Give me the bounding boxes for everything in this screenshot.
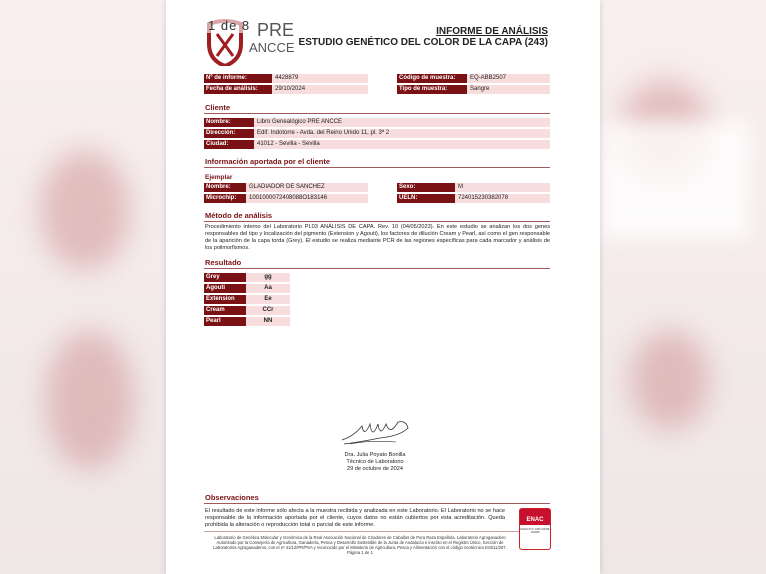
client-value: Edif. Indotorre - Avda. del Reino Unido 11, pl. 3ª 2 (254, 129, 550, 138)
section-divider (204, 113, 550, 114)
meta-value: Sangre (467, 85, 550, 94)
client-row (204, 118, 550, 127)
section-divider (204, 268, 550, 269)
meta-value: 29/10/2024 (272, 85, 368, 94)
meta-value: 4428879 (272, 74, 368, 83)
meta-label: Nº de informe: (204, 74, 272, 83)
client-row (204, 140, 550, 149)
result-genotype: Ee (246, 295, 290, 304)
result-row (204, 284, 290, 293)
result-marker: Agouti (204, 284, 246, 293)
horse-row (397, 194, 550, 203)
client-label: Nombre: (204, 118, 254, 127)
section-divider (204, 221, 550, 222)
result-genotype: CCr (246, 306, 290, 315)
result-marker: Cream (204, 306, 246, 315)
meta-row (204, 74, 368, 83)
horse-value: M (455, 183, 550, 192)
client-value: 41012 - Sevilla - Sevilla (254, 140, 550, 149)
section-divider (204, 503, 550, 504)
result-marker: Extension (204, 295, 246, 304)
result-row (204, 273, 290, 282)
result-marker: Grey (204, 273, 246, 282)
enac-badge (519, 508, 551, 550)
meta-row (397, 74, 550, 83)
logo-ancce-text: ANCCE (249, 40, 295, 55)
section-divider (204, 167, 550, 168)
footer-page: Página 1 de 1 (347, 550, 373, 555)
meta-label: Fecha de análisis: (204, 85, 272, 94)
meta-row (204, 85, 368, 94)
meta-label: Tipo de muestra: (397, 85, 467, 94)
report-title: INFORME DE ANÁLISIS (436, 26, 548, 37)
section-title-observaciones: Observaciones (205, 493, 259, 502)
signature (340, 414, 412, 448)
result-row (204, 306, 290, 315)
horse-row (397, 183, 550, 192)
section-title-info: Información aportada por el cliente (205, 157, 331, 166)
blurred-shape (630, 330, 710, 430)
blurred-shape (40, 150, 130, 270)
client-value: Libro Genealógico PRE ANCCE (254, 118, 550, 127)
result-row (204, 317, 290, 326)
section-title-metodo: Método de análisis (205, 211, 273, 220)
meta-value: EQ-ABB2507 (467, 74, 550, 83)
horse-row (204, 183, 368, 192)
enac-sub: ENSAYO Nº 1065 IGF/RE 12/2068 (520, 528, 550, 534)
horse-value: 1001000072408088O183146 (246, 194, 368, 203)
footer-divider (204, 531, 550, 532)
blurred-shape (600, 120, 750, 240)
signature-date: 29 de octubre de 2024 (347, 466, 403, 472)
observations-text: El resultado de este informe sólo afecta a la muestra recibida y analizada en este Laboratorio. El Laboratorio no se hace responsable de la información aportada por el cliente, cuyos datos no están cubiertos por esta acreditación. Queda prohibida la alteración o reproducción total o parcial de este informe. (205, 508, 505, 528)
background-left (0, 0, 166, 574)
horse-label: Sexo: (397, 183, 455, 192)
footer (210, 535, 510, 555)
result-row (204, 295, 290, 304)
enac-label: ENAC (520, 509, 550, 525)
logo-pre-text: PRE (257, 20, 295, 40)
page-counter: 1 de 8 (208, 18, 251, 33)
horse-value: 724015230382078 (455, 194, 550, 203)
horse-value: GLADIADOR DE SANCHEZ (246, 183, 368, 192)
report-subtitle: ESTUDIO GENÉTICO DEL COLOR DE LA CAPA (243) (298, 37, 548, 48)
blurred-shape (45, 330, 135, 470)
meta-label: Código de muestra: (397, 74, 467, 83)
client-label: Ciudad: (204, 140, 254, 149)
meta-row (397, 85, 550, 94)
footer-text: Laboratorio de Genética Molecular y Genómica de la Real Asociación Nacional de Criadores de Caballos de Pura Raza Española. Laboratorio Agroganadero Autorizado por la Consejería de Agricultura, Ganadería, Pesca y Desarrollo Sostenible de la Junta de Andalucía e inscrito en el Registro Único, Sección de Laboratorios Agroganaderos, con el nº 41/12/PR/PSA y reconocido por el Ministerio de Agricultura, Pesca y Alimentación con el código zootécnico ES011/207. (213, 535, 507, 550)
result-genotype: Aa (246, 284, 290, 293)
section-title-resultado: Resultado (205, 258, 242, 267)
method-text: Procedimiento interno del Laboratorio PL03 ANÁLISIS DE CAPA. Rev. 10 (04/05/2023). En este estudio se analizan los dos genes responsables del tipo y localización del pigmento (Extension y Agouti), los factores de dilución Cream y Pearl, así como el gen responsable de la aparición de la capa torda (Grey). El estudio se realiza mediante PCR de las regiones específicas para cada marcador y análisis de los polimorfismos. (205, 224, 550, 251)
horse-label: Nombre: (204, 183, 246, 192)
result-genotype: NN (246, 317, 290, 326)
section-title-cliente: Cliente (205, 103, 231, 112)
signatory-name: Dra. Julia Poyato Bonilla (344, 452, 406, 458)
ejemplar-title: Ejemplar (205, 174, 233, 181)
result-genotype: gg (246, 273, 290, 282)
signatory-role: Técnico de Laboratorio (346, 459, 404, 465)
horse-label: UELN: (397, 194, 455, 203)
horse-row (204, 194, 368, 203)
result-marker: Pearl (204, 317, 246, 326)
horse-label: Microchip: (204, 194, 246, 203)
client-row (204, 129, 550, 138)
client-label: Dirección: (204, 129, 254, 138)
background-right (600, 0, 766, 574)
signatory-block (300, 452, 450, 473)
